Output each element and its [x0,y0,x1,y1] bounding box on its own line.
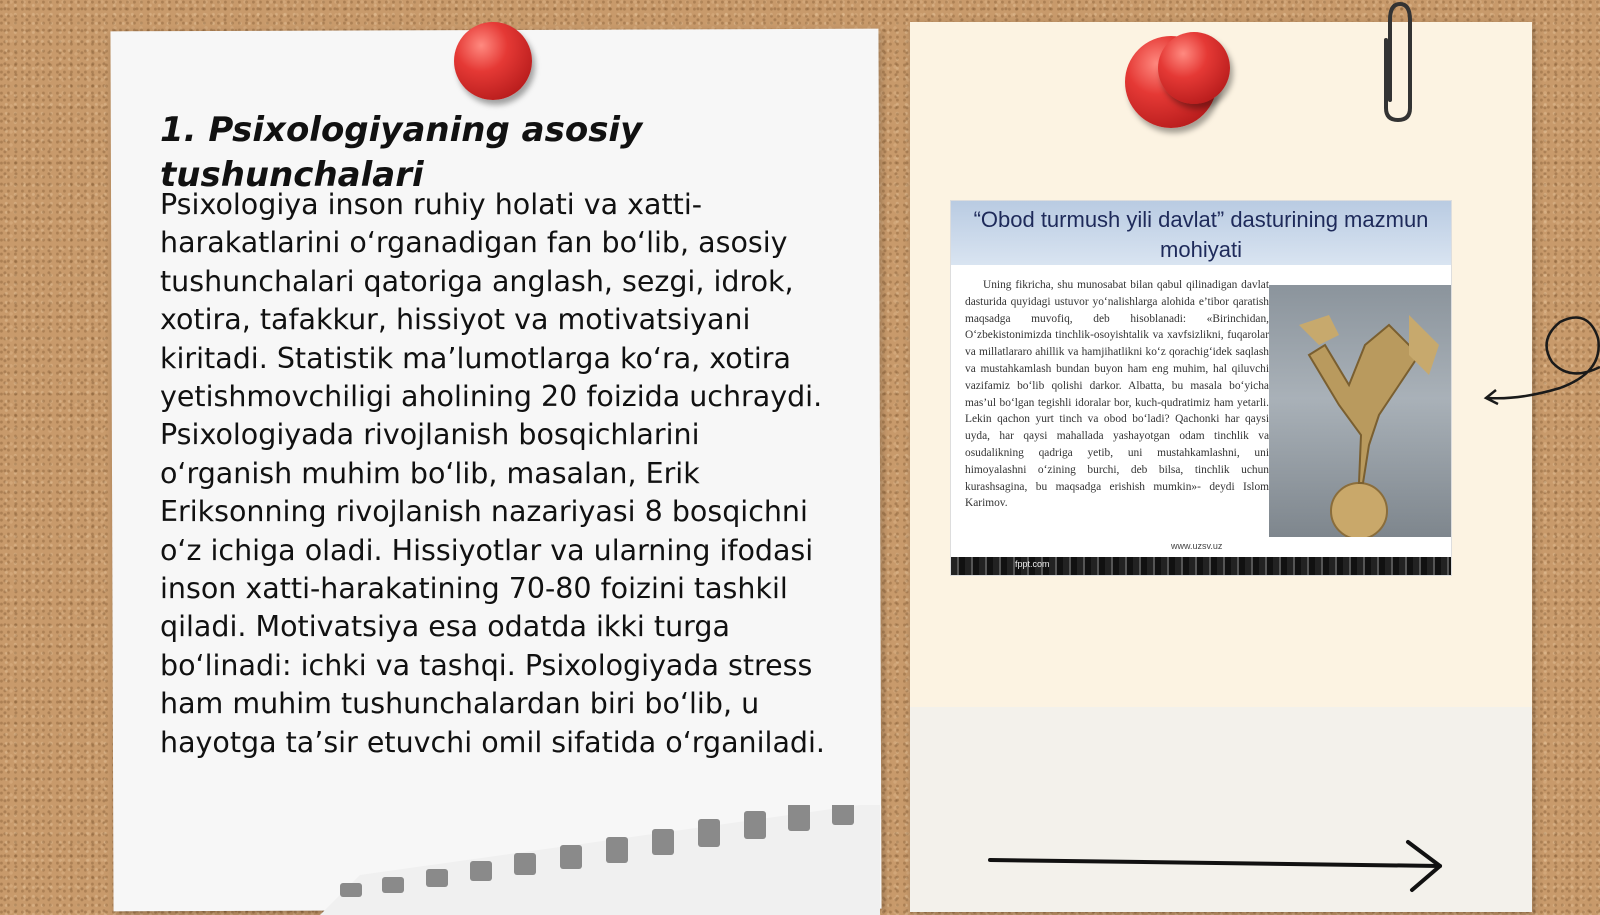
monument-photo [1269,285,1451,537]
slide-source-url: www.uzsv.uz [1171,541,1223,551]
slide-paragraph: Uning fikricha, shu munosabat bilan qabul qilinadigan davlat dasturida quyidagi ustuvor yo‘nalishlarga alohida e’tibor qaratish maqsadga muvofiq, deb hisoblanadi: «Birinchidan, O‘zbekistonimizda tinchlik-osoyishtalik va xavfsizlikni, fuqarolar va millatlararo ahillik va hamjihatlikni ko‘z qorachig‘idek saqlash va mustahkamlash bundan buyon ham eng muhim, hal qiluvchi vazifamiz bo‘lib qolishi darkor. Albatta, bu masala bo‘yicha mas’ul bo‘lgan tegishli idoralar bor, kuch-qudratimiz ham yetarli. Lekin qachon yurt tinch va obod bo‘ladi? Qachonki har qaysi uyda, har qaysi mahallada yashayotgan odam tinchlik va osudalikning qadriga yetib, uni mustahkamlashni, uni himoyalashni o‘zining burchi, deb bilsa, tinchlik uchun kurashsagina, bu maqsadga erishish mumkin»- deydi Islom Karimov. [965,279,1269,510]
body-paragraph: Psixologiya inson ruhiy holati va xatti-harakatlarini o‘rganadigan fan bo‘lib, asosiy tushunchalari qatoriga anglash, sezgi, idrok, xotira, tafakkur, hissiyot va motivatsiyani kiritadi. Statistik ma’lumotlarga ko‘ra, xotira yetishmovchiligi aholining 20 foizida uchraydi. Psixologiyada rivojlanish bosqichlarini o‘rganish muhim bo‘lib, masalan, Erik Eriksonning rivojlanish nazariyasi 8 bosqichni o‘z ichiga oladi. Hissiyotlar va ularning ifodasi inson xatti-harakatining 70-80 foizini tashkil qiladi. Motivatsiya esa odatda ikki turga bo‘linadi: ichki va tashqi. Psixologiyada stress ham muhim tushunchalardan biri bo‘lib, u hayotga ta’sir etuvchi omil sifatida o‘rganiladi. [160,188,825,759]
long-arrow-icon [988,838,1448,894]
bird-monument-icon [1269,285,1451,537]
red-pushpin-icon [454,22,532,100]
slide-header [951,201,1451,265]
slide-title: “Obod turmush yili davlat” dasturining mazmun mohiyati [973,207,1429,262]
red-pushpin-head-icon [1158,32,1230,104]
paperclip-icon [1376,0,1422,124]
torn-paper-edge [320,805,880,915]
curly-arrow-doodle-icon [1480,312,1600,412]
page-title: 1. Psixologiyaning asosiy tushunchalari [160,110,643,195]
embedded-slide-image [950,200,1452,576]
slide-brand: fppt.com [1015,559,1050,569]
